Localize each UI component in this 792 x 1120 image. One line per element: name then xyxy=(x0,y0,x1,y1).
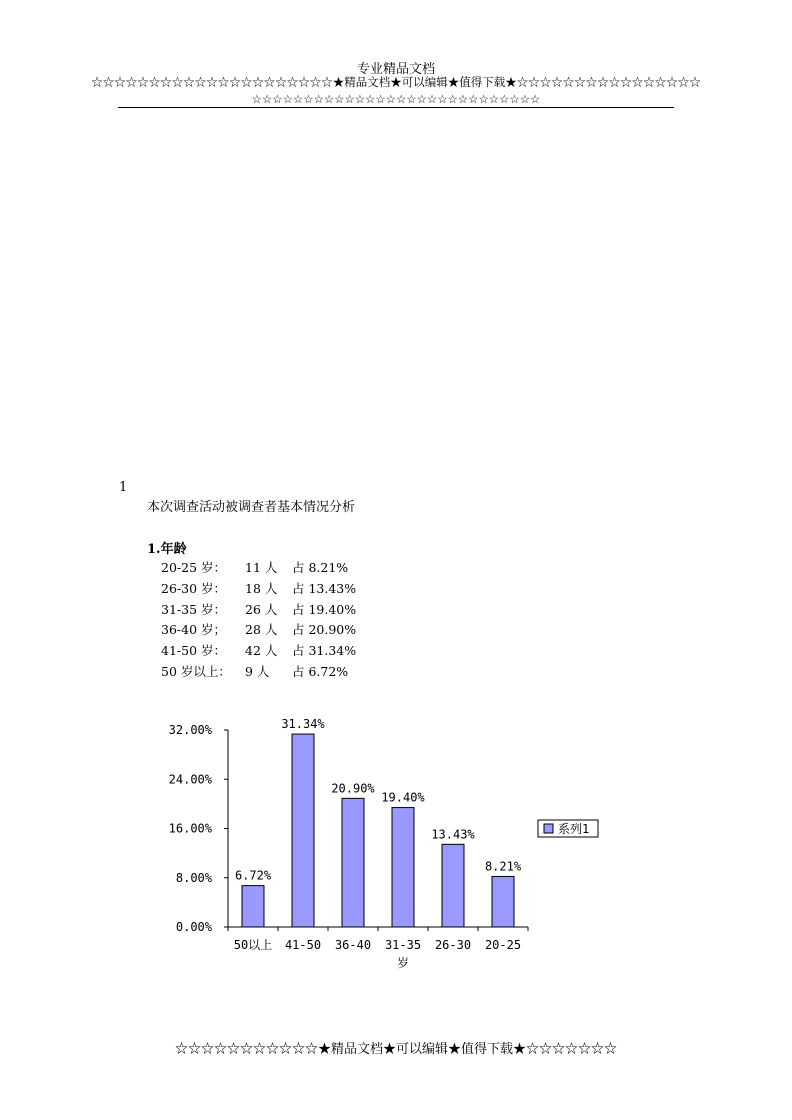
header-stars-line-1: ☆☆☆☆☆☆☆☆☆☆☆☆☆☆☆☆☆☆☆☆☆★精品文档★可以编辑★值得下载★☆☆☆☆☆☆☆☆☆☆☆☆☆☆☆☆ xyxy=(91,75,701,89)
bar-data-label: 13.43% xyxy=(431,827,475,842)
bar xyxy=(292,734,314,927)
age-count: 26 人 xyxy=(245,601,278,617)
age-table xyxy=(161,558,362,683)
age-range: 20-25 岁： xyxy=(161,560,227,575)
bar xyxy=(492,876,514,927)
bar-data-label: 20.90% xyxy=(331,781,375,796)
x-tick-label: 31-35 xyxy=(384,938,422,952)
header-stars-line-2: ☆☆☆☆☆☆☆☆☆☆☆☆☆☆☆☆☆☆☆☆☆☆☆☆☆☆☆☆ xyxy=(251,92,541,106)
section-title-age: 1.年龄 xyxy=(147,542,187,557)
age-row xyxy=(161,641,362,662)
legend-swatch xyxy=(544,824,553,833)
x-tick-label: 26-30 xyxy=(434,938,472,952)
y-tick-label: 24.00% xyxy=(168,772,212,787)
page-number: 1 xyxy=(119,480,128,495)
age-count: 11 人 xyxy=(245,560,278,575)
y-tick-label: 0.00% xyxy=(175,920,212,934)
age-percent: 占 6.72% xyxy=(292,663,349,679)
header-divider xyxy=(118,107,674,108)
y-tick-label: 8.00% xyxy=(175,870,212,885)
age-range: 36-40 岁； xyxy=(161,622,227,638)
y-tick-label: 16.00% xyxy=(168,821,212,836)
bar xyxy=(392,808,414,927)
y-tick-label: 32.00% xyxy=(168,723,212,737)
age-bar-chart xyxy=(150,700,620,990)
age-range: 50 岁以上： xyxy=(161,663,231,679)
age-percent: 占 8.21% xyxy=(292,560,349,575)
footer-stars: ☆☆☆☆☆☆☆☆☆☆☆★精品文档★可以编辑★值得下载★☆☆☆☆☆☆☆ xyxy=(174,1042,617,1057)
age-range: 26-30 岁： xyxy=(161,580,227,596)
age-row xyxy=(161,579,362,600)
bar-data-label: 31.34% xyxy=(281,717,325,732)
age-percent: 占 13.43% xyxy=(292,580,357,596)
intro-text: 本次调查活动被调查者基本情况分析 xyxy=(147,500,356,515)
legend-label: 系列1 xyxy=(558,822,590,836)
age-percent: 占 20.90% xyxy=(292,622,357,638)
age-row xyxy=(161,620,362,641)
x-tick-label: 41-50 xyxy=(284,938,322,952)
x-tick-label: 20-25 xyxy=(484,938,522,952)
age-range: 41-50 岁： xyxy=(161,643,227,659)
age-count: 42 人 xyxy=(245,643,278,659)
bar-data-label: 19.40% xyxy=(381,790,425,805)
bar xyxy=(342,798,364,927)
x-axis-suffix-label: 岁 xyxy=(396,956,410,970)
age-row xyxy=(161,662,362,683)
age-count: 28 人 xyxy=(245,622,278,638)
bar-data-label: 6.72% xyxy=(234,868,272,883)
x-tick-label: 50以上 xyxy=(233,938,273,952)
age-count: 9 人 xyxy=(245,663,270,679)
header-title: 专业精品文档 xyxy=(356,62,435,77)
age-row xyxy=(161,558,362,579)
x-tick-label: 36-40 xyxy=(334,938,372,952)
age-row xyxy=(161,600,362,621)
age-range: 31-35 岁： xyxy=(161,601,227,617)
age-count: 18 人 xyxy=(245,580,278,596)
bar xyxy=(242,886,264,927)
age-percent: 占 19.40% xyxy=(292,601,357,617)
bar-data-label: 8.21% xyxy=(484,859,522,874)
age-percent: 占 31.34% xyxy=(292,643,357,659)
bar xyxy=(442,844,464,927)
